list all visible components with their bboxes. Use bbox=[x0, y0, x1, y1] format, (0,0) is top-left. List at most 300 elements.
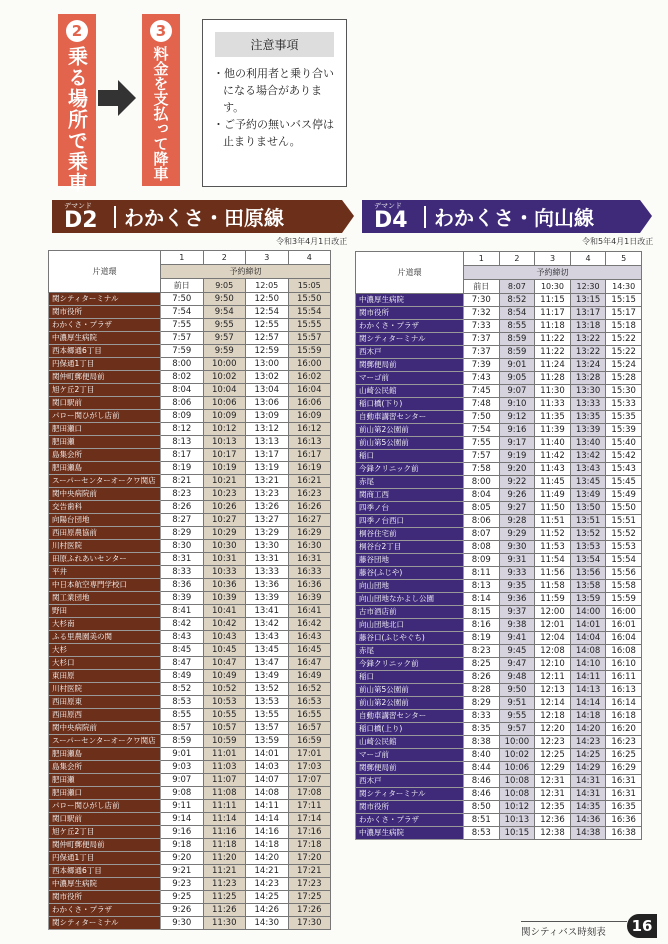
stop-time: 13:31 bbox=[246, 553, 289, 566]
stop-name: 円保通1丁目 bbox=[49, 852, 161, 865]
stop-time: 13:51 bbox=[570, 515, 606, 528]
table-row bbox=[356, 346, 642, 359]
stop-time: 11:18 bbox=[535, 320, 571, 333]
stop-time: 12:31 bbox=[535, 788, 571, 801]
stop-time: 8:33 bbox=[161, 566, 204, 579]
stop-time: 11:40 bbox=[535, 437, 571, 450]
stop-name: 肥田瀬口 bbox=[49, 423, 161, 436]
step-3-number: 3 bbox=[150, 20, 172, 42]
stop-time: 7:59 bbox=[161, 345, 204, 358]
stop-name: 円保通1丁目 bbox=[49, 358, 161, 371]
reserve-time: 12:30 bbox=[570, 280, 606, 294]
stop-time: 17:20 bbox=[288, 852, 331, 865]
stop-time: 13:17 bbox=[246, 449, 289, 462]
stop-time: 8:53 bbox=[464, 827, 500, 840]
stop-time: 10:42 bbox=[203, 618, 246, 631]
stop-time: 11:51 bbox=[535, 515, 571, 528]
stop-time: 9:57 bbox=[499, 723, 535, 736]
stop-time: 9:26 bbox=[499, 489, 535, 502]
stop-time: 11:18 bbox=[203, 839, 246, 852]
stop-time: 16:27 bbox=[288, 514, 331, 527]
stop-name: 藤谷(ふじや) bbox=[356, 567, 464, 580]
stop-time: 10:17 bbox=[203, 449, 246, 462]
stop-time: 11:01 bbox=[203, 748, 246, 761]
stop-time: 8:23 bbox=[464, 645, 500, 658]
stop-time: 9:29 bbox=[499, 528, 535, 541]
stop-time: 15:50 bbox=[288, 293, 331, 306]
stop-time: 16:25 bbox=[606, 749, 642, 762]
stop-time: 14:08 bbox=[570, 645, 606, 658]
stop-name: 西田原農協前 bbox=[49, 527, 161, 540]
notice-item: ・他の利用者と乗り合いになる場合があります。 bbox=[213, 67, 334, 114]
stop-name: 関郵便局前 bbox=[356, 359, 464, 372]
table-row bbox=[356, 294, 642, 307]
stop-time: 15:57 bbox=[288, 332, 331, 345]
stop-time: 16:39 bbox=[288, 592, 331, 605]
stop-time: 14:36 bbox=[570, 814, 606, 827]
stop-time: 8:54 bbox=[499, 307, 535, 320]
stop-time: 15:58 bbox=[606, 580, 642, 593]
table-row bbox=[49, 462, 331, 475]
stop-name: 関シティターミナル bbox=[356, 788, 464, 801]
table-row bbox=[356, 489, 642, 502]
stop-time: 16:23 bbox=[288, 488, 331, 501]
stop-time: 13:28 bbox=[570, 372, 606, 385]
table-row bbox=[49, 488, 331, 501]
table-row bbox=[356, 671, 642, 684]
stop-time: 13:21 bbox=[246, 475, 289, 488]
stop-time: 10:06 bbox=[203, 397, 246, 410]
stop-time: 13:45 bbox=[570, 476, 606, 489]
table-row bbox=[356, 554, 642, 567]
table-row bbox=[49, 605, 331, 618]
stop-time: 8:50 bbox=[464, 801, 500, 814]
stop-time: 7:54 bbox=[464, 424, 500, 437]
header-route-label: 片道環 bbox=[49, 251, 161, 293]
stop-time: 10:33 bbox=[203, 566, 246, 579]
stop-time: 16:41 bbox=[288, 605, 331, 618]
stop-time: 7:50 bbox=[161, 293, 204, 306]
stop-time: 11:35 bbox=[535, 411, 571, 424]
stop-time: 11:08 bbox=[203, 787, 246, 800]
stop-time: 16:00 bbox=[606, 606, 642, 619]
stop-time: 9:59 bbox=[203, 345, 246, 358]
stop-time: 12:04 bbox=[535, 632, 571, 645]
stop-time: 9:22 bbox=[499, 476, 535, 489]
stop-time: 12:23 bbox=[535, 736, 571, 749]
table-row bbox=[49, 553, 331, 566]
stop-time: 15:39 bbox=[606, 424, 642, 437]
stop-time: 13:02 bbox=[246, 371, 289, 384]
stop-time: 16:02 bbox=[288, 371, 331, 384]
stop-name: 関工業団地 bbox=[49, 592, 161, 605]
stop-time: 13:49 bbox=[246, 670, 289, 683]
stop-time: 12:01 bbox=[535, 619, 571, 632]
stop-time: 9:41 bbox=[499, 632, 535, 645]
stop-time: 8:59 bbox=[161, 735, 204, 748]
stop-name: 稲口 bbox=[356, 450, 464, 463]
stop-time: 9:14 bbox=[161, 813, 204, 826]
stop-name: 向陽台団地 bbox=[49, 514, 161, 527]
stop-time: 9:07 bbox=[499, 385, 535, 398]
stop-time: 13:13 bbox=[246, 436, 289, 449]
stop-time: 13:06 bbox=[246, 397, 289, 410]
table-row bbox=[49, 371, 331, 384]
stop-time: 13:26 bbox=[246, 501, 289, 514]
stop-time: 14:29 bbox=[570, 762, 606, 775]
stop-time: 12:29 bbox=[535, 762, 571, 775]
stop-time: 13:42 bbox=[246, 618, 289, 631]
table-row bbox=[49, 917, 331, 930]
stop-time: 13:49 bbox=[570, 489, 606, 502]
stop-time: 15:33 bbox=[606, 398, 642, 411]
stop-time: 8:00 bbox=[464, 476, 500, 489]
stop-time: 15:40 bbox=[606, 437, 642, 450]
stop-time: 17:16 bbox=[288, 826, 331, 839]
stop-time: 15:15 bbox=[606, 294, 642, 307]
stop-time: 9:48 bbox=[499, 671, 535, 684]
stop-time: 8:19 bbox=[464, 632, 500, 645]
stop-time: 13:52 bbox=[246, 683, 289, 696]
stop-name: 中日本航空専門学校口 bbox=[49, 579, 161, 592]
stop-time: 9:30 bbox=[499, 541, 535, 554]
table-row bbox=[49, 904, 331, 917]
stop-time: 13:09 bbox=[246, 410, 289, 423]
stop-time: 16:42 bbox=[288, 618, 331, 631]
stop-time: 8:51 bbox=[464, 814, 500, 827]
step-3-box bbox=[142, 14, 180, 186]
step-2-number: 2 bbox=[66, 20, 88, 42]
stop-time: 15:50 bbox=[606, 502, 642, 515]
stop-time: 8:26 bbox=[161, 501, 204, 514]
stop-time: 10:36 bbox=[203, 579, 246, 592]
stop-time: 13:54 bbox=[570, 554, 606, 567]
stop-time: 17:14 bbox=[288, 813, 331, 826]
stop-name: 西田原東 bbox=[49, 696, 161, 709]
stop-time: 12:50 bbox=[246, 293, 289, 306]
stop-time: 10:26 bbox=[203, 501, 246, 514]
table-row bbox=[356, 307, 642, 320]
stop-name: 肥田瀬 bbox=[49, 774, 161, 787]
stop-time: 16:00 bbox=[288, 358, 331, 371]
stop-time: 16:38 bbox=[606, 827, 642, 840]
stop-time: 16:36 bbox=[606, 814, 642, 827]
stop-time: 8:45 bbox=[161, 644, 204, 657]
table-row bbox=[49, 878, 331, 891]
stop-time: 14:38 bbox=[570, 827, 606, 840]
table-row bbox=[49, 410, 331, 423]
stop-time: 9:03 bbox=[161, 761, 204, 774]
stop-time: 9:01 bbox=[499, 359, 535, 372]
stop-time: 16:33 bbox=[288, 566, 331, 579]
table-row bbox=[49, 839, 331, 852]
stop-time: 11:53 bbox=[535, 541, 571, 554]
table-row bbox=[49, 306, 331, 319]
stop-time: 16:06 bbox=[288, 397, 331, 410]
stop-time: 14:01 bbox=[570, 619, 606, 632]
stop-time: 13:22 bbox=[570, 346, 606, 359]
table-row bbox=[356, 320, 642, 333]
stop-time: 13:17 bbox=[570, 307, 606, 320]
stop-time: 8:04 bbox=[161, 384, 204, 397]
stop-name: 関商工西 bbox=[356, 489, 464, 502]
table-row bbox=[356, 541, 642, 554]
stop-time: 14:11 bbox=[570, 671, 606, 684]
stop-time: 16:53 bbox=[288, 696, 331, 709]
stop-time: 17:21 bbox=[288, 865, 331, 878]
stop-name: 野田 bbox=[49, 605, 161, 618]
stop-time: 8:33 bbox=[464, 710, 500, 723]
stop-time: 11:56 bbox=[535, 567, 571, 580]
table-row bbox=[356, 398, 642, 411]
stop-time: 9:26 bbox=[161, 904, 204, 917]
stop-time: 14:25 bbox=[570, 749, 606, 762]
stop-name: 桐谷住宅前 bbox=[356, 528, 464, 541]
stop-name: 藤谷団地 bbox=[356, 554, 464, 567]
table-row bbox=[49, 683, 331, 696]
trip-number: 1 bbox=[464, 252, 500, 266]
table-row bbox=[356, 463, 642, 476]
stop-time: 10:09 bbox=[203, 410, 246, 423]
stop-time: 12:11 bbox=[535, 671, 571, 684]
step-2-box bbox=[58, 14, 96, 193]
stop-time: 14:13 bbox=[570, 684, 606, 697]
stop-time: 16:23 bbox=[606, 736, 642, 749]
stop-name: 向山団地北口 bbox=[356, 619, 464, 632]
stop-time: 16:52 bbox=[288, 683, 331, 696]
stop-time: 16:31 bbox=[288, 553, 331, 566]
stop-name: 肥田瀬島 bbox=[49, 462, 161, 475]
stop-name: 古市酒店前 bbox=[356, 606, 464, 619]
stop-time: 14:01 bbox=[246, 748, 289, 761]
stop-name: 西本郷通6丁目 bbox=[49, 345, 161, 358]
stop-time: 9:37 bbox=[499, 606, 535, 619]
stop-time: 17:30 bbox=[288, 917, 331, 930]
stop-name: 四季ノ台西口 bbox=[356, 515, 464, 528]
stop-time: 8:05 bbox=[464, 502, 500, 515]
stop-time: 12:00 bbox=[535, 606, 571, 619]
stop-time: 8:09 bbox=[161, 410, 204, 423]
stop-time: 11:11 bbox=[203, 800, 246, 813]
stop-time: 10:08 bbox=[499, 788, 535, 801]
stop-time: 15:51 bbox=[606, 515, 642, 528]
stop-time: 9:21 bbox=[161, 865, 204, 878]
stop-time: 13:59 bbox=[570, 593, 606, 606]
stop-name: 関仲町郵便局前 bbox=[49, 371, 161, 384]
stop-time: 8:23 bbox=[161, 488, 204, 501]
table-row bbox=[49, 787, 331, 800]
trip-number: 4 bbox=[570, 252, 606, 266]
table-row bbox=[356, 385, 642, 398]
table-row bbox=[49, 579, 331, 592]
stop-time: 11:20 bbox=[203, 852, 246, 865]
stop-time: 13:30 bbox=[246, 540, 289, 553]
table-row bbox=[356, 606, 642, 619]
table-row bbox=[356, 437, 642, 450]
stop-time: 12:57 bbox=[246, 332, 289, 345]
notice-item: ・ご予約の無いバス停は止まりません。 bbox=[213, 118, 334, 148]
stop-time: 7:55 bbox=[464, 437, 500, 450]
table-row bbox=[356, 515, 642, 528]
stop-time: 9:27 bbox=[499, 502, 535, 515]
stop-name: 山崎公民館 bbox=[356, 385, 464, 398]
stop-time: 10:15 bbox=[499, 827, 535, 840]
stop-time: 16:10 bbox=[606, 658, 642, 671]
stop-time: 13:52 bbox=[570, 528, 606, 541]
table-row bbox=[356, 411, 642, 424]
stop-name: 中濃厚生病院 bbox=[49, 878, 161, 891]
stop-time: 14:03 bbox=[246, 761, 289, 774]
stop-time: 13:56 bbox=[570, 567, 606, 580]
table-row bbox=[49, 735, 331, 748]
stop-time: 16:43 bbox=[288, 631, 331, 644]
stop-time: 11:26 bbox=[203, 904, 246, 917]
stop-time: 14:08 bbox=[246, 787, 289, 800]
stop-time: 8:46 bbox=[464, 788, 500, 801]
table-row bbox=[49, 696, 331, 709]
stop-time: 10:47 bbox=[203, 657, 246, 670]
stop-time: 15:43 bbox=[606, 463, 642, 476]
stop-name: 関シティターミナル bbox=[49, 917, 161, 930]
reserve-time: 8:07 bbox=[499, 280, 535, 294]
stop-name: 西本郷通6丁目 bbox=[49, 865, 161, 878]
stop-time: 14:10 bbox=[570, 658, 606, 671]
table-row bbox=[356, 619, 642, 632]
stop-name: 関中央病院前 bbox=[49, 488, 161, 501]
stop-time: 11:28 bbox=[535, 372, 571, 385]
stop-time: 15:42 bbox=[606, 450, 642, 463]
trip-number: 3 bbox=[246, 251, 289, 265]
stop-time: 8:42 bbox=[161, 618, 204, 631]
stop-time: 10:55 bbox=[203, 709, 246, 722]
stop-time: 8:55 bbox=[161, 709, 204, 722]
stop-name: 藤谷口(ふじやぐち) bbox=[356, 632, 464, 645]
stop-name: スーパーセンターオークワ関店 bbox=[49, 735, 161, 748]
stop-name: 川村医院 bbox=[49, 540, 161, 553]
stop-time: 14:18 bbox=[246, 839, 289, 852]
stop-name: わかくさ・プラザ bbox=[49, 319, 161, 332]
stop-name: マーゴ前 bbox=[356, 749, 464, 762]
stop-time: 11:50 bbox=[535, 502, 571, 515]
stop-time: 10:52 bbox=[203, 683, 246, 696]
stop-time: 12:13 bbox=[535, 684, 571, 697]
stop-time: 12:31 bbox=[535, 775, 571, 788]
stop-time: 13:33 bbox=[246, 566, 289, 579]
stop-time: 16:55 bbox=[288, 709, 331, 722]
stop-time: 16:29 bbox=[288, 527, 331, 540]
stop-time: 16:29 bbox=[606, 762, 642, 775]
stop-time: 16:21 bbox=[288, 475, 331, 488]
stop-time: 17:25 bbox=[288, 891, 331, 904]
stop-time: 15:59 bbox=[288, 345, 331, 358]
reserve-label: 予約締切 bbox=[464, 266, 642, 280]
stop-time: 9:12 bbox=[499, 411, 535, 424]
table-row bbox=[49, 384, 331, 397]
stop-time: 14:20 bbox=[570, 723, 606, 736]
stop-time: 9:11 bbox=[161, 800, 204, 813]
stop-time: 11:49 bbox=[535, 489, 571, 502]
stop-time: 11:03 bbox=[203, 761, 246, 774]
stop-time: 14:23 bbox=[246, 878, 289, 891]
stop-time: 10:30 bbox=[203, 540, 246, 553]
stop-time: 13:50 bbox=[570, 502, 606, 515]
stop-name: 交告歯科 bbox=[49, 501, 161, 514]
table-row bbox=[49, 657, 331, 670]
table-row bbox=[356, 528, 642, 541]
stop-time: 13:19 bbox=[246, 462, 289, 475]
notice-box bbox=[202, 19, 347, 187]
table-row bbox=[49, 774, 331, 787]
stop-name: 山崎公民館 bbox=[356, 736, 464, 749]
stop-time: 11:14 bbox=[203, 813, 246, 826]
table-row bbox=[356, 788, 642, 801]
stop-name: 四季ノ台 bbox=[356, 502, 464, 515]
stop-time: 16:47 bbox=[288, 657, 331, 670]
stop-time: 16:49 bbox=[288, 670, 331, 683]
stop-time: 13:36 bbox=[246, 579, 289, 592]
stop-time: 11:58 bbox=[535, 580, 571, 593]
stop-time: 8:43 bbox=[161, 631, 204, 644]
table-row bbox=[356, 567, 642, 580]
stop-time: 12:25 bbox=[535, 749, 571, 762]
table-row bbox=[49, 761, 331, 774]
stop-time: 8:46 bbox=[464, 775, 500, 788]
stop-time: 10:08 bbox=[499, 775, 535, 788]
table-row bbox=[49, 345, 331, 358]
stop-name: 旭ケ丘2丁目 bbox=[49, 384, 161, 397]
stop-time: 9:47 bbox=[499, 658, 535, 671]
stop-time: 15:54 bbox=[288, 306, 331, 319]
stop-name: 関口駅前 bbox=[49, 397, 161, 410]
stop-time: 13:45 bbox=[246, 644, 289, 657]
table-row bbox=[356, 736, 642, 749]
stop-time: 11:16 bbox=[203, 826, 246, 839]
stop-name: 関シティターミナル bbox=[356, 333, 464, 346]
stop-time: 16:13 bbox=[606, 684, 642, 697]
stop-name: ふる里農園美の関 bbox=[49, 631, 161, 644]
stop-name: 関シティターミナル bbox=[49, 293, 161, 306]
route-code: D4 bbox=[374, 208, 408, 233]
stop-name: 平井 bbox=[49, 566, 161, 579]
stop-time: 9:10 bbox=[499, 398, 535, 411]
stop-name: 肥田瀬 bbox=[49, 436, 161, 449]
stop-time: 8:16 bbox=[464, 619, 500, 632]
stop-time: 15:28 bbox=[606, 372, 642, 385]
table-row bbox=[49, 540, 331, 553]
stop-time: 8:15 bbox=[464, 606, 500, 619]
notice-title: 注意事項 bbox=[215, 32, 334, 57]
stop-time: 14:00 bbox=[570, 606, 606, 619]
stop-time: 10:04 bbox=[203, 384, 246, 397]
stop-time: 16:04 bbox=[606, 632, 642, 645]
stop-time: 15:54 bbox=[606, 554, 642, 567]
table-row bbox=[49, 358, 331, 371]
stop-name: マーゴ前 bbox=[356, 372, 464, 385]
stop-time: 7:32 bbox=[464, 307, 500, 320]
stop-name: 旭ケ丘2丁目 bbox=[49, 826, 161, 839]
stop-time: 14:26 bbox=[246, 904, 289, 917]
stop-time: 16:14 bbox=[606, 697, 642, 710]
table-row bbox=[49, 826, 331, 839]
stop-time: 8:21 bbox=[161, 475, 204, 488]
stop-time: 16:09 bbox=[288, 410, 331, 423]
table-row bbox=[356, 775, 642, 788]
stop-time: 14:18 bbox=[570, 710, 606, 723]
stop-time: 10:00 bbox=[499, 736, 535, 749]
table-row bbox=[49, 475, 331, 488]
table-row bbox=[49, 501, 331, 514]
table-row bbox=[356, 658, 642, 671]
